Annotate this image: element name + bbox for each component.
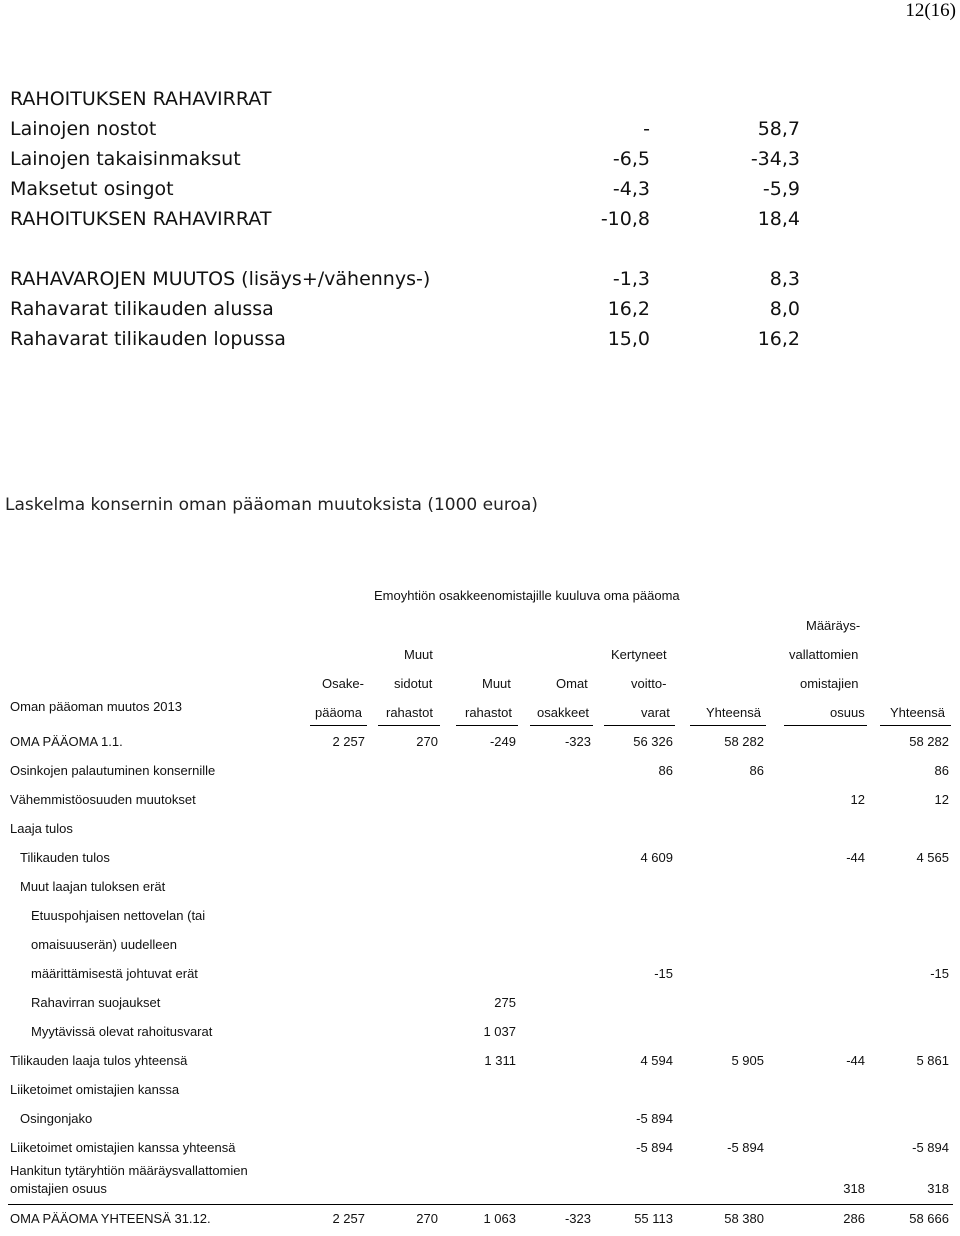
cf-value-2013: 15,0 — [607, 328, 650, 350]
cell-c8: 58 282 — [909, 734, 949, 749]
equity-section-title: Laskelma konsernin oman pääoman muutoksista (1000 euroa) — [5, 495, 538, 515]
cell-c2: 270 — [416, 734, 438, 749]
cell-c6: 86 — [749, 763, 764, 778]
cf-value-2013: 16,2 — [607, 298, 650, 320]
equity-rows — [0, 728, 960, 1234]
cf-label: Rahavarat tilikauden alussa — [10, 298, 274, 320]
cell-c8: 4 565 — [916, 850, 949, 865]
table-row — [0, 873, 960, 902]
header-underline — [378, 725, 440, 726]
col-header-line: varat — [641, 705, 670, 720]
row-label: määrittämisestä johtuvat erät — [31, 966, 198, 981]
header-underline — [880, 725, 951, 726]
cell-c7: 12 — [850, 792, 865, 807]
row-label: Tilikauden tulos — [20, 850, 110, 865]
cell-c5: 4 594 — [640, 1053, 673, 1068]
row-label: Etuuspohjaisen nettovelan (tai — [31, 908, 206, 923]
cf-value-2012: -34,3 — [750, 148, 800, 170]
cell-c8: 58 666 — [909, 1211, 949, 1226]
total-row — [0, 1205, 960, 1234]
table-row — [0, 844, 960, 873]
col-header-line: Yhteensä — [890, 705, 945, 720]
group-header: Emoyhtiön osakkeenomistajille kuuluva oma pääoma — [374, 588, 680, 603]
cell-c5: 56 326 — [633, 734, 673, 749]
row-label: Vähemmistöosuuden muutokset — [10, 792, 196, 807]
cf-row — [10, 174, 810, 204]
header-underline — [604, 725, 675, 726]
table-row — [0, 1134, 960, 1163]
table-row — [0, 728, 960, 757]
cf-row — [10, 84, 810, 114]
cf-value-2013: -10,8 — [600, 208, 650, 230]
cell-c6: 58 282 — [724, 734, 764, 749]
cell-c7: 286 — [843, 1211, 865, 1226]
col-header-line: osuus — [830, 705, 865, 720]
cf-label: Rahavarat tilikauden lopussa — [10, 328, 286, 350]
cf-value-2012: 16,2 — [757, 328, 800, 350]
col-header-line: Muut — [482, 676, 511, 691]
cell-c5: -15 — [654, 966, 673, 981]
col-header-line: Omat — [556, 676, 588, 691]
cell-c3: 1 311 — [484, 1053, 516, 1068]
cf-value-2012: 8,3 — [769, 268, 800, 290]
table-row — [0, 1076, 960, 1105]
cf-value-2013: -6,5 — [612, 148, 650, 170]
row-label: Laaja tulos — [10, 821, 73, 836]
cf-label: Lainojen nostot — [10, 118, 157, 140]
cf-label: Maksetut osingot — [10, 178, 174, 200]
cell-c5: -5 894 — [636, 1111, 673, 1126]
cell-c4: -323 — [564, 734, 591, 749]
cell-c5: 4 609 — [640, 850, 673, 865]
row-label: OMA PÄÄOMA YHTEENSÄ 31.12. — [10, 1211, 211, 1226]
cell-c1: 2 257 — [332, 734, 365, 749]
row-label: Tilikauden laaja tulos yhteensä — [10, 1053, 188, 1068]
table-row — [0, 1105, 960, 1134]
row-label: omistajien osuus — [10, 1181, 107, 1196]
cf-label: RAHAVAROJEN MUUTOS (lisäys+/vähennys-) — [10, 268, 431, 290]
col-header-line: Muut — [404, 647, 433, 662]
cell-c5: -5 894 — [636, 1140, 673, 1155]
cell-c3: 1 037 — [483, 1024, 516, 1039]
table-row — [0, 960, 960, 989]
cell-c5: 55 113 — [634, 1211, 673, 1226]
col-header-line: vallattomien — [789, 647, 859, 662]
col-header-line: Yhteensä — [706, 705, 761, 720]
table-row — [0, 1163, 960, 1201]
table-row — [0, 757, 960, 786]
table-row — [0, 1047, 960, 1076]
cell-c1: 2 257 — [332, 1211, 365, 1226]
table-row — [0, 1018, 960, 1047]
cell-c3: 1 063 — [483, 1211, 516, 1226]
row-label: omaisuuserän) uudelleen — [31, 937, 177, 952]
cell-c4: -323 — [564, 1211, 591, 1226]
cell-c5: 86 — [658, 763, 673, 778]
cell-c7: -44 — [846, 850, 865, 865]
header-underline — [784, 725, 867, 726]
cash-flow-section — [10, 84, 810, 354]
table-row — [0, 931, 960, 960]
cell-c6: -5 894 — [727, 1140, 764, 1155]
row-label: Myytävissä olevat rahoitusvarat — [31, 1024, 213, 1039]
cf-value-2012: 8,0 — [769, 298, 800, 320]
col-header-line: Kertyneet — [611, 647, 667, 662]
cf-label: RAHOITUKSEN RAHAVIRRAT — [10, 88, 272, 110]
cell-c7: -44 — [846, 1053, 865, 1068]
table-row — [0, 902, 960, 931]
header-underline — [456, 725, 518, 726]
cell-c8: 318 — [927, 1181, 949, 1196]
col-header-line: sidotut — [394, 676, 433, 691]
row-label: Liiketoimet omistajien kanssa — [10, 1082, 180, 1097]
row-label: OMA PÄÄOMA 1.1. — [10, 734, 123, 749]
cell-c8: -5 894 — [912, 1140, 949, 1155]
cf-label: Lainojen takaisinmaksut — [10, 148, 241, 170]
col-header-line: omistajien — [800, 676, 859, 691]
row-label: Liiketoimet omistajien kanssa yhteensä — [10, 1140, 236, 1155]
row-header: Oman pääoman muutos 2013 — [10, 699, 182, 714]
cf-row — [10, 324, 810, 354]
cf-value-2013: -1,3 — [612, 268, 650, 290]
cf-row — [10, 114, 810, 144]
col-header-line: osakkeet — [537, 705, 590, 720]
cf-row — [10, 294, 810, 324]
cell-c8: 86 — [934, 763, 949, 778]
cf-row — [10, 144, 810, 174]
row-label: Muut laajan tuloksen erät — [20, 879, 166, 894]
cf-value-2012: 58,7 — [757, 118, 800, 140]
cell-c2: 270 — [416, 1211, 438, 1226]
col-header-line: rahastot — [386, 705, 433, 720]
cf-value-2013: - — [643, 118, 650, 140]
page-number: 12(16) — [905, 0, 956, 21]
cell-c3: -249 — [489, 734, 516, 749]
cell-c8: -15 — [930, 966, 949, 981]
col-header-line: Määräys- — [806, 618, 861, 633]
row-label: Osingonjako — [20, 1111, 93, 1126]
cell-c6: 58 380 — [724, 1211, 764, 1226]
cf-value-2012: 18,4 — [757, 208, 800, 230]
table-row — [0, 786, 960, 815]
col-header-line: pääoma — [315, 705, 362, 720]
cell-c3: 275 — [494, 995, 516, 1010]
table-row — [0, 989, 960, 1018]
row-label: Osinkojen palautuminen konsernille — [10, 763, 216, 778]
cf-value-2012: -5,9 — [762, 178, 800, 200]
table-row — [0, 815, 960, 844]
cell-c6: 5 905 — [731, 1053, 764, 1068]
cf-value-2013: -4,3 — [612, 178, 650, 200]
cell-c8: 5 861 — [916, 1053, 949, 1068]
col-header-line: voitto- — [631, 676, 667, 691]
cell-c7: 318 — [843, 1181, 865, 1196]
col-header-line: Osake- — [322, 676, 364, 691]
header-underline — [690, 725, 766, 726]
row-label: Hankitun tytäryhtiön määräysvallattomien — [10, 1163, 248, 1178]
row-label: Rahavirran suojaukset — [31, 995, 161, 1010]
cf-row — [10, 264, 810, 294]
header-underline — [310, 725, 367, 726]
cf-row — [10, 204, 810, 234]
cell-c8: 12 — [934, 792, 949, 807]
header-underline — [530, 725, 593, 726]
cf-label: RAHOITUKSEN RAHAVIRRAT — [10, 208, 272, 230]
col-header-line: rahastot — [465, 705, 512, 720]
